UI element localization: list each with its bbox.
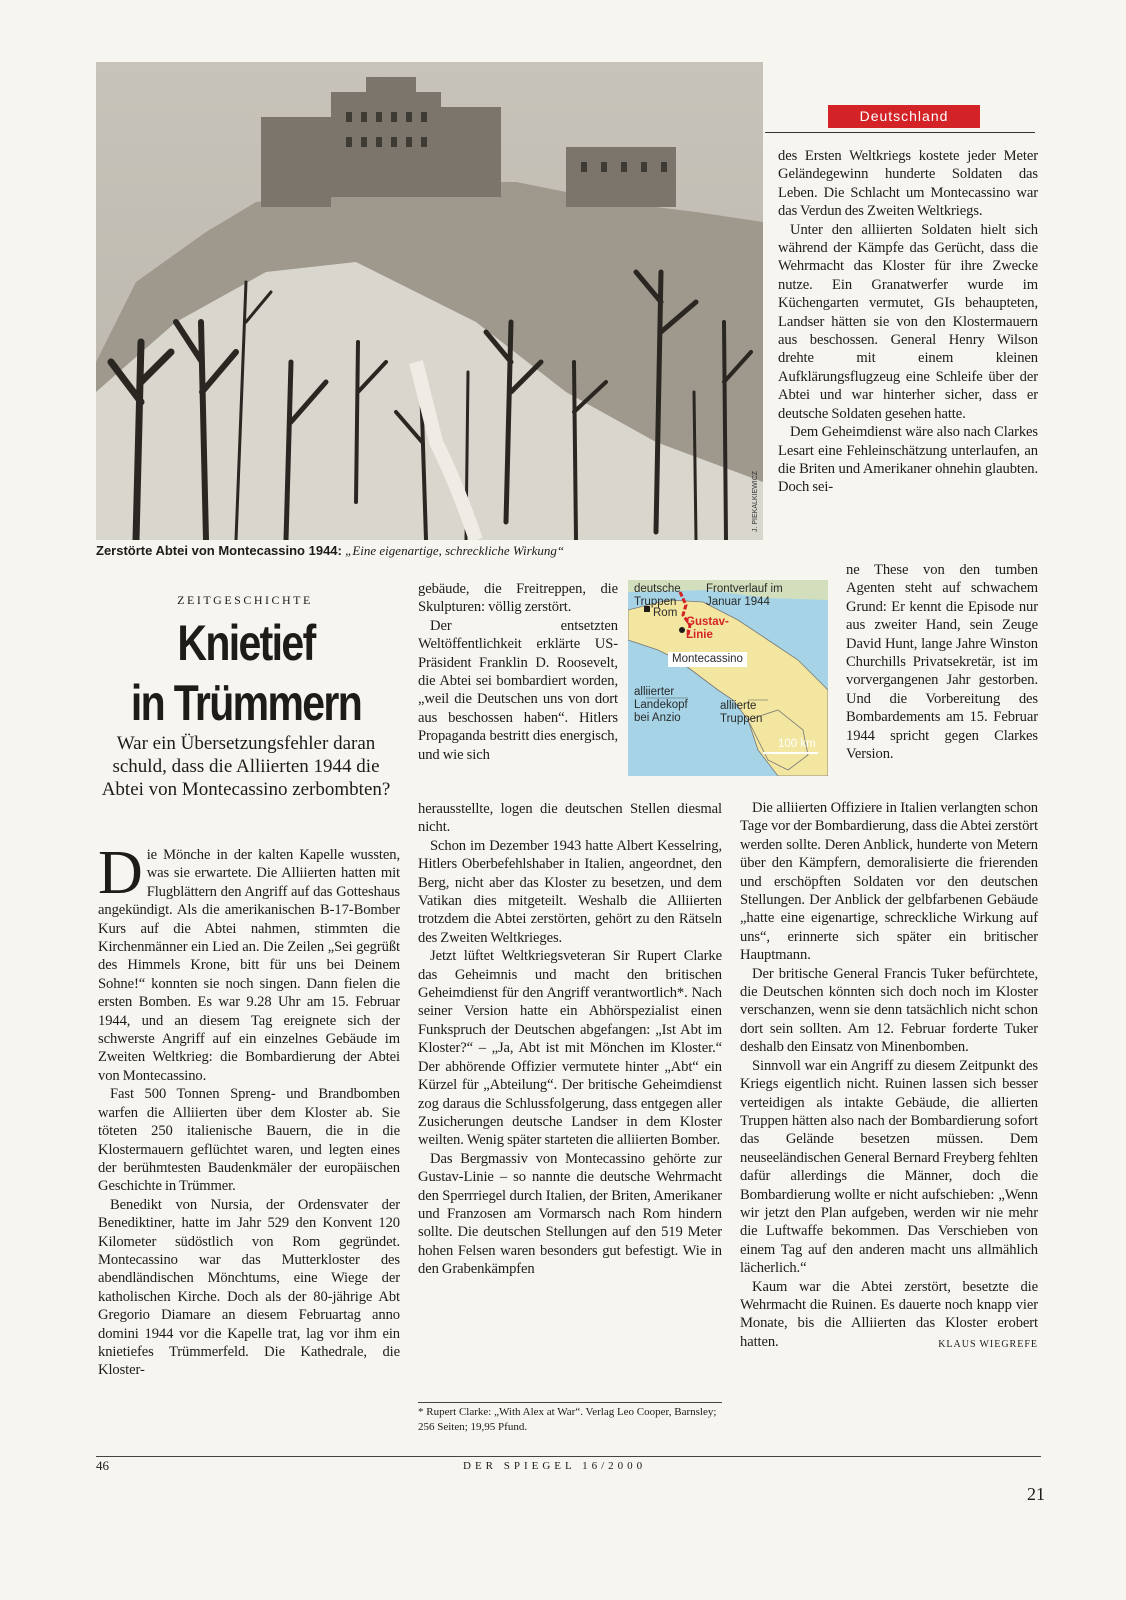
map-label-german-troops: deutsche Truppen — [634, 583, 681, 608]
paragraph: ie Mönche in der kalten Kapelle wussten, was sie erwartete. Die Alliierten hatten mit Flugblättern den Angriff auf das Gotteshaus angekündigt. Als die amerikanischen B-17-Bomber Kurs auf die Abtei nahmen, stimmten die Kirchenmänner ein Lied an. Die Zeilen „Sei gegrüßt des Himmels Krone, bitt für uns bei Deinem Sohne!“ konnten sie noch singen. Dann fielen die ersten Bomben. Es war 9.28 Uhr am 15. Februar 1944, und an diesem Tag ereignete sich der schwerste Angriff auf ein einzelnes Gebäude im Zweiten Weltkrieg: die Bombardierung der Abtei von Montecassino. — [98, 847, 400, 1084]
article-column-3-top — [778, 147, 1038, 497]
article-column-3 — [740, 799, 1038, 1354]
paragraph: Der britische General Francis Tuker befürchtete, die Deutschen könnten sich doch noch im Kloster verschanzen, wenn sie denn tatsächlich nicht schon dort sein sollten. Am 12. Februar forderte Tuker deshalb den Einsatz von Minenbomben. — [740, 965, 1038, 1056]
map-label-rom: Rom — [653, 607, 678, 619]
paragraph-text: Kaum war die Abtei zerstört, besetzte die Wehrmacht die Ruinen. Es dauerte noch knapp vier Monate, bis die Alliierten das Kloster erobert hatten. — [740, 1278, 1038, 1350]
paragraph: Jetzt lüftet Weltkriegsveteran Sir Rupert Clarke das Geheimnis und macht den britischen Geheimdienst für den Angriff verantwortlich*. Nach seiner Version hatte ein Abhörspezialist einen Funkspruch der Deutschen abgefangen: „Ist Abt im Kloster?“ – „Ja, Abt ist mit Mönchen im Kloster.“ Der abhörende Offizier vermutete hinter „Abt“ ein Kürzel für „Abteilung“. Der britische Geheimdienst zog daraus die Schlussfolgerung, dass entgegen aller Zusicherungen deutsche Landser in dem Kloster weilten. Wenig später starteten die alliierten Bomber. — [418, 948, 722, 1149]
footnote-rule — [418, 1402, 722, 1403]
paragraph: gebäude, die Freitreppen, die Skulpturen: völlig zerstört. — [418, 581, 618, 616]
article-column-1 — [98, 839, 400, 1380]
paragraph: Die alliierten Offiziere in Italien verlangten schon Tage vor der Bombardierung, dass die Abtei zerstört werden sollte. Deren Anblick, hunderte von Metern über den Kämpfern, demoralisierte die frierenden und erschöpften Soldaten vor den deutschen Stellungen. Der Anblick der gelbfarbenen Gebäude „hatte eine eigenartige, schreckliche Wirkung auf uns“, erinnerte sich später ein britischer Hauptmann. — [740, 800, 1038, 964]
paragraph: ne These von den tumben Agenten steht auf schwachem Grund: Er kennt die Episode nur aus zweiter Hand, sein Zeuge David Hunt, lange Jahre Winston Churchills Privatsekretär, ist im vorvergangenen Jahr gestorben. Und die Vorbereitung des Bombardements am 15. Februar 1944 spricht gegen Clarkes Version. — [846, 562, 1038, 763]
paragraph: Dem Geheimdienst wäre also nach Clarkes Lesart eine Fehleinschätzung unterlaufen, an die Briten und Amerikaner ohnehin glaubten. Doch sei- — [778, 424, 1038, 496]
issue-line: DER SPIEGEL 16/2000 — [463, 1460, 647, 1472]
photo-credit: J. PIEKALKIEWICZ — [752, 470, 759, 532]
article-column-3-mid — [846, 561, 1038, 763]
section-badge: Deutschland — [828, 105, 980, 128]
caption-bold: Zerstörte Abtei von Montecassino 1944: — [96, 543, 342, 558]
dropcap: D — [98, 839, 143, 907]
map-label-montecassino: Montecassino — [668, 652, 747, 667]
caption-italic: „Eine eigenartige, schreckliche Wirkung“ — [345, 543, 565, 558]
montecassino-photo — [96, 62, 763, 540]
paragraph: des Ersten Weltkriegs kostete jeder Meter Geländegewinn hunderte Soldaten das Leben. Die Schlacht um Montecassino war das Verdun des Zweiten Weltkriegs. — [778, 148, 1038, 220]
sheet-number: 21 — [1027, 1484, 1045, 1504]
paragraph: Benedikt von Nursia, der Ordensvater der Benediktiner, hatte im Jahr 529 den Konvent 120 Kilometer südöstlich von Rom gegründet. Montecassino war das Mutterkloster des abendländischen Mönchtums, eine Wiege der katholischen Kirche. Doch als der 80-jährige Abt Gregorio Diamare an diesem Februartag anno domini 1944 vor die Kapelle trat, lag vor ihm ein knietiefes Trümmerfeld. Die Kathedrale, die Kloster- — [98, 1196, 400, 1379]
map-label-allied-anzio: alliierter Landekopf bei Anzio — [634, 686, 688, 724]
footer-rule — [96, 1456, 1041, 1457]
kicker: ZEITGESCHICHTE — [177, 593, 313, 607]
headline — [123, 613, 369, 733]
photo-caption — [96, 543, 776, 559]
byline: KLAUS WIEGREFE — [938, 1338, 1038, 1350]
paragraph: herausstellte, logen die deutschen Stellen diesmal nicht. — [418, 801, 722, 836]
paragraph: Sinnvoll war ein Angriff zu diesem Zeitpunkt des Kriegs eigentlich nicht. Ruinen lassen sich besser verteidigen als intakte Gebäude, die allierten Truppen hätten also nach der Bombardierung sofort das Gelände besetzen müssen. Dem neuseeländischen General Bernard Freyberg fehlten dafür allerdings die Männer, doch die Bombardierung wollte er nicht aufschieben: „Wenn wir jetzt den Plan aufgeben, werden wir nie mehr die Luftwaffe bekommen. Das Verschieben von einem Tag auf den anderen macht uns allmählich lächerlich.“ — [740, 1057, 1038, 1277]
paragraph: Schon im Dezember 1943 hatte Albert Kesselring, Hitlers Oberbefehlshaber in Italien, angeordnet, den Berg, nicht aber das Kloster zu besetzen, und dem Vatikan dies mitgeteilt. Weshalb die Alliierten trotzdem die Abtei zerstörten, gehört zu den Rätseln des Zweiten Weltkrieges. — [418, 837, 722, 946]
deck: War ein Übersetzungsfehler daran schuld, dass die Alliierten 1944 die Abtei von Montecassino zerbombten? — [101, 733, 391, 800]
paragraph: Das Bergmassiv von Montecassino gehörte zur Gustav-Linie – so nannte die deutsche Wehrmacht den Sperrriegel durch Italien, der Briten, Amerikaner und Franzosen am Vormarsch nach Rom hindern sollte. Die deutschen Stellungen auf den 519 Meter hohen Felsen waren besonders gut befestigt. Wie in den Grabenkämpfen — [418, 1150, 722, 1278]
italy-map — [628, 580, 828, 776]
map-label-front: Frontverlauf im Januar 1944 — [706, 583, 783, 608]
paragraph: Fast 500 Tonnen Spreng- und Brandbomben warfen die Alliierten über dem Kloster ab. Sie töteten 250 italienische Bauern, die in die Klostermauern geflüchtet waren, und legten eines der berühmtesten Baudenkmäler der europäischen Geschichte in Trümmer. — [98, 1086, 400, 1195]
map-label-scale: 100 km — [778, 738, 816, 750]
map-label-gustav: Gustav-Linie — [686, 616, 729, 641]
article-column-2 — [418, 800, 722, 1279]
paragraph: Der entsetzten Weltöffentlichkeit erklärte US-Präsident Franklin D. Roosevelt, die Abtei sei bombardiert worden, „weil die Deutschen uns von dort aus beschossen haben“. Hitlers Propaganda bestritt dies energisch, und wie sich — [418, 617, 618, 763]
headline-line-2: in Trümmern — [130, 675, 362, 731]
page-number: 46 — [96, 1458, 109, 1473]
article-column-2-top — [418, 580, 618, 764]
section-rule — [765, 132, 1035, 133]
map-label-allied: alliierte Truppen — [720, 700, 763, 725]
paragraph — [740, 1278, 1038, 1352]
paragraph: Unter den alliierten Soldaten hielt sich während der Kämpfe das Gerücht, dass die Wehrmacht das Kloster für ihre Zwecke nutze. Ein Granatwerfer wurde im Küchengarten vermutet, GIs behaupteten, Landser hätten sie von den Klostermauern aus beschossen. General Henry Wilson drehte mit einem kleinen Aufklärungsflugzeug eine Schleife über der Abtei und war hinterher sicher, dass er deutsche Soldaten gesehen hatte. — [778, 221, 1038, 422]
footnote: * Rupert Clarke: „With Alex at War“. Verlag Leo Cooper, Barnsley; 256 Seiten; 19,95 Pfund. — [418, 1406, 717, 1433]
headline-line-1: Knietief — [177, 615, 315, 671]
